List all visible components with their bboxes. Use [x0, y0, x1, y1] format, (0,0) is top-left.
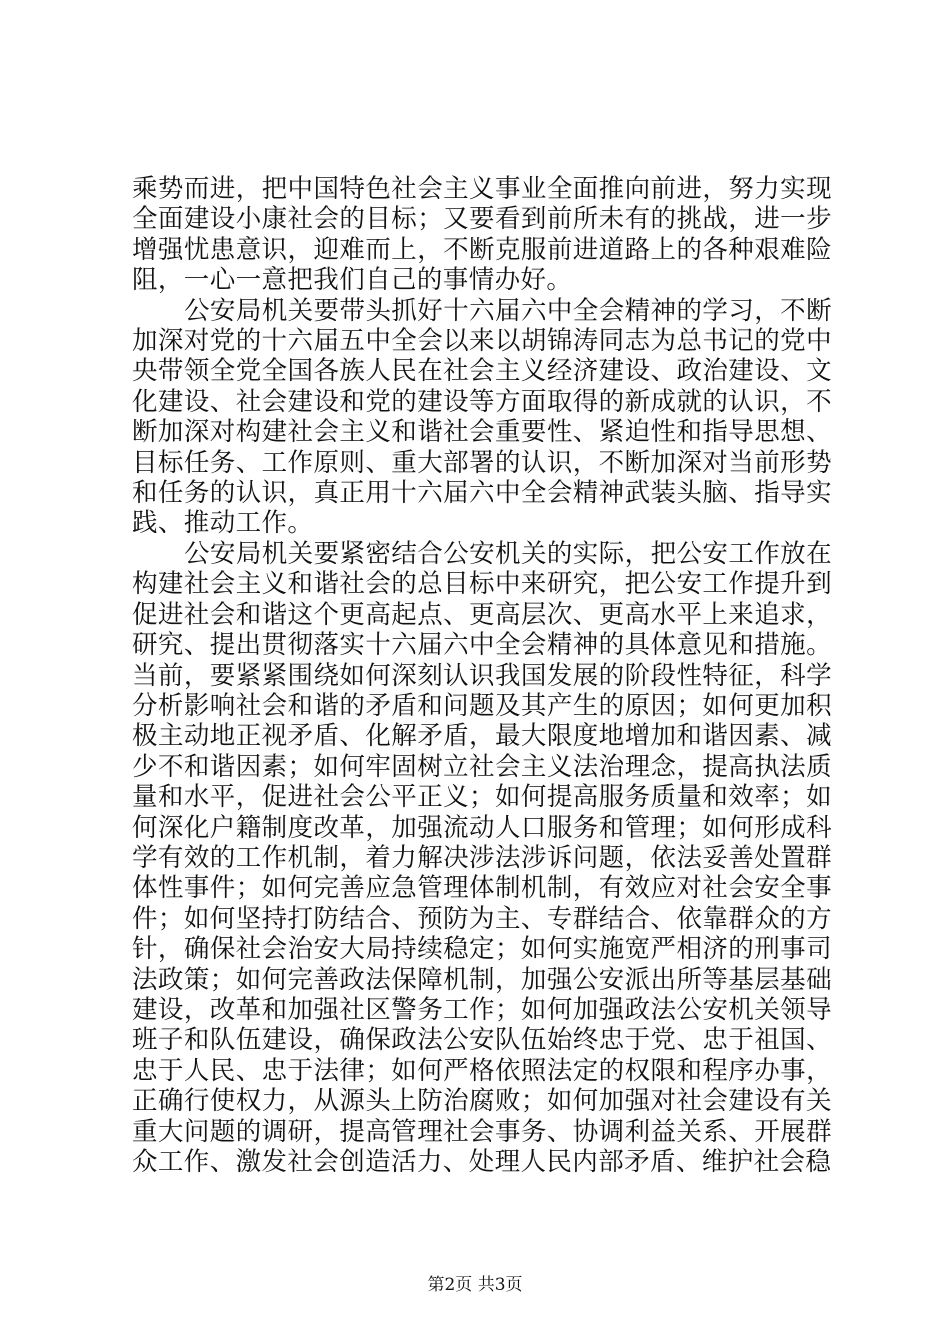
- paragraph-continuation: 乘势而进，把中国特色社会主义事业全面推向前进，努力实现全面建设小康社会的目标；又要看到前所未有的挑战，进一步增强忧患意识，迎难而上，不断克服前进道路上的各种艰难险阻，一心一意把我们自己的事情办好。: [132, 174, 832, 296]
- paragraph-police-work: 公安局机关要紧密结合公安机关的实际，把公安工作放在构建社会主义和谐社会的总目标中来研究，把公安工作提升到促进社会和谐这个更高起点、更高层次、更高水平上来追求，研究、提出贯彻落实十六届六中全会精神的具体意见和措施。当前，要紧紧围绕如何深刻认识我国发展的阶段性特征，科学分析影响社会和谐的矛盾和问题及其产生的原因；如何更加积极主动地正视矛盾、化解矛盾，最大限度地增加和谐因素、减少不和谐因素；如何牢固树立社会主义法治理念，提高执法质量和水平，促进社会公平正义；如何提高服务质量和效率；如何深化户籍制度改革，加强流动人口服务和管理；如何形成科学有效的工作机制，着力解决涉法涉诉问题，依法妥善处置群体性事件；如何完善应急管理体制机制，有效应对社会安全事件；如何坚持打防结合、预防为主、专群结合、依靠群众的方针，确保社会治安大局持续稳定；如何实施宽严相济的刑事司法政策；如何完善政法保障机制，加强公安派出所等基层基础建设，改革和加强社区警务工作；如何加强政法公安机关领导班子和队伍建设，确保政法公安队伍始终忠于党、忠于祖国、忠于人民、忠于法律；如何严格依照法定的权限和程序办事，正确行使权力，从源头上防治腐败；如何加强对社会建设有关重大问题的调研，提高管理社会事务、协调利益关系、开展群众工作、激发社会创造活力、处理人民内部矛盾、维护社会稳: [132, 538, 832, 1177]
- document-body: [132, 174, 832, 1177]
- page-footer: [0, 1274, 950, 1296]
- paragraph-study-plenum: 公安局机关要带头抓好十六届六中全会精神的学习，不断加深对党的十六届五中全会以来以胡锦涛同志为总书记的党中央带领全党全国各族人民在社会主义经济建设、政治建设、文化建设、社会建设和党的建设等方面取得的新成就的认识，不断加深对构建社会主义和谐社会重要性、紧迫性和指导思想、目标任务、工作原则、重大部署的认识，不断加深对当前形势和任务的认识，真正用十六届六中全会精神武装头脑、指导实践、推动工作。: [132, 295, 832, 539]
- page-number: 第2页 共3页: [427, 1275, 523, 1295]
